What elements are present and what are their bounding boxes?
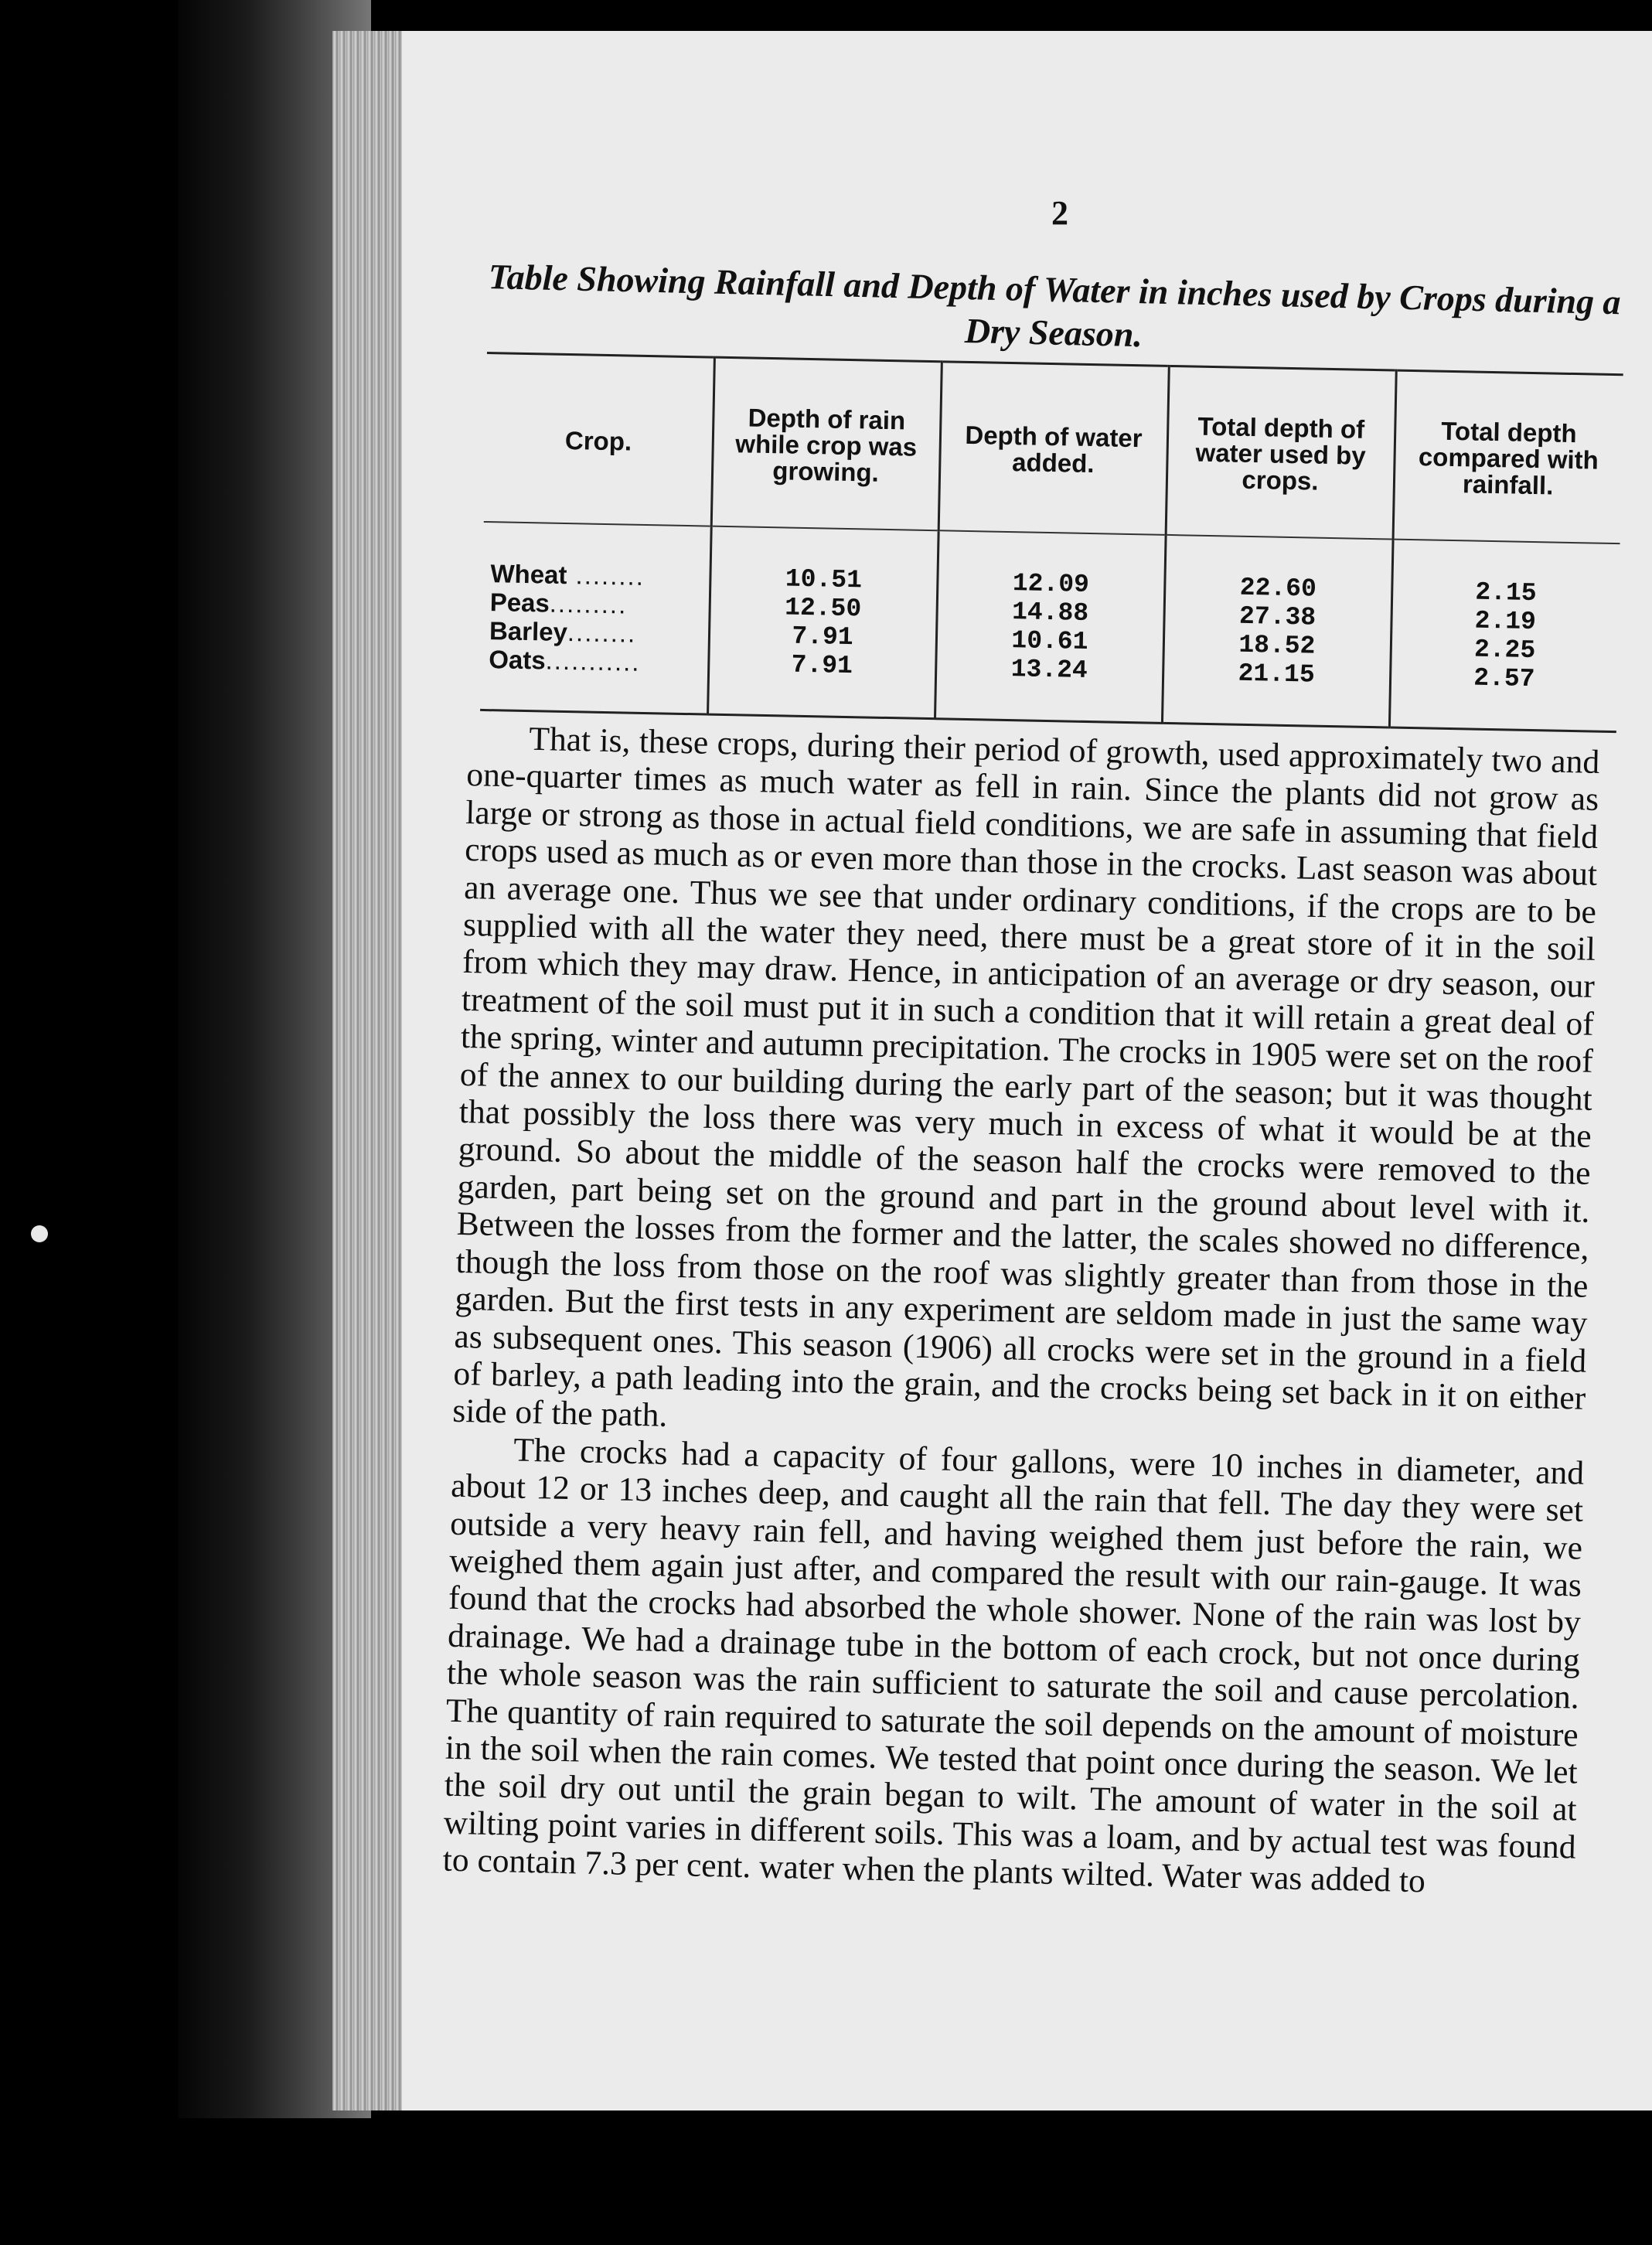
- cell-total-barley: 18.52: [1238, 630, 1316, 661]
- header-rain-depth: Depth of rain while crop was growing.: [711, 357, 942, 530]
- cell-added-barley: 10.61: [1011, 625, 1088, 656]
- cell-ratio-oats: 2.57: [1473, 663, 1535, 693]
- cell-rain-peas: 12.50: [784, 592, 862, 623]
- cell-ratio-wheat: 2.15: [1475, 577, 1537, 608]
- crop-column: [480, 522, 711, 714]
- total-depth-column: [1162, 535, 1393, 727]
- scan-dust-spot: [31, 1225, 48, 1242]
- cell-ratio-barley: 2.25: [1473, 635, 1536, 665]
- header-compared-rainfall: Total depth compared with rainfall.: [1393, 370, 1623, 543]
- cell-rain-oats: 7.91: [791, 650, 853, 680]
- cell-added-wheat: 12.09: [1012, 568, 1090, 599]
- rain-depth-column: [707, 526, 938, 719]
- crop-barley: [489, 616, 700, 649]
- cell-rain-wheat: 10.51: [785, 564, 863, 594]
- cell-total-peas: 27.38: [1238, 601, 1316, 632]
- header-crop: Crop.: [484, 353, 714, 526]
- cell-added-peas: 14.88: [1011, 597, 1089, 628]
- crop-peas: [489, 588, 700, 620]
- ratio-column: [1389, 540, 1620, 732]
- page-number: 2: [1051, 194, 1068, 232]
- rainfall-table: [480, 352, 1623, 733]
- leader-dots: ........: [567, 617, 637, 648]
- table-caption: Table Showing Rainfall and Depth of Water in inches used by Crops during a Dry Season.: [488, 257, 1622, 355]
- rainfall-table-container: [480, 352, 1623, 733]
- table-body-row: [480, 522, 1620, 732]
- paragraph-2: The crocks had a capacity of four gallons, were 10 inches in diameter, and about 12 or 13 inches deep, and caught all the rain that fell. The day they were set outside a very heavy rain fell, and having weighed them just before the rain, we weighed them again just after, and compared the result with our rain-gauge. It was found that the crocks had absorbed the whole shower. None of the rain was lost by drainage. We had a drainage tube in the bottom of each crock, but not once during the whole season was the rain sufficient to saturate the soil and cause percolation. The quantity of rain required to saturate the soil depends on the amount of moisture in the soil when the rain comes. We tested that point once during the season. We let the soil dry out until the grain began to wilt. The amount of water in the soil at wilting point varies in different soils. This was a loam, and by actual test was found to contain 7.3 per cent. water when the plants wilted. Water was added to: [442, 1431, 1585, 1900]
- cell-rain-barley: 7.91: [792, 622, 853, 652]
- crop-label: Wheat: [490, 558, 567, 589]
- cell-total-wheat: 22.60: [1239, 573, 1317, 604]
- crop-label: Peas: [489, 587, 550, 618]
- header-total-depth: Total depth of water used by crops.: [1166, 366, 1396, 539]
- table-header-row: [484, 353, 1623, 543]
- leader-dots: ........: [567, 560, 645, 591]
- leader-dots: .........: [549, 588, 628, 619]
- cell-total-oats: 21.15: [1238, 659, 1316, 690]
- leader-dots: ...........: [545, 646, 641, 676]
- crop-oats: [489, 645, 700, 677]
- body-text: [442, 719, 1599, 1903]
- water-added-column: [935, 530, 1166, 723]
- header-water-added: Depth of water added.: [938, 362, 1169, 535]
- cell-added-oats: 13.24: [1010, 654, 1088, 685]
- crop-wheat: [490, 559, 701, 591]
- cell-ratio-peas: 2.19: [1474, 606, 1537, 636]
- paragraph-1: That is, these crops, during their period of growth, used approximately two and one-quarter times as much water as fell in rain. Since the plants did not grow as large or strong as those in actual field conditions, we are safe in assuming that field crops used as much as or even more than those in the crocks. Last season was about an average one. Thus we see that under ordinary conditions, if the crops are to be supplied with all the water they need, there must be a great store of it in the soil from which they may draw. Hence, in anticipation of an average or dry season, our treatment of the soil must put it in such a condition that it will retain a great deal of the spring, winter and autumn precipitation. The crocks in 1905 were set on the roof of the annex to our building during the early part of the season; but it was thought that possibly the loss there was very much in excess of what it would be at the ground. So about the middle of the season half the crocks were removed to the garden, part being set on the ground and part in the ground about level with it. Between the losses from the former and the latter, the scales showed no difference, though the loss from those on the roof was slightly greater than from those in the garden. But the first tests in any experiment are seldom made in just the same way as subsequent ones. This season (1906) all crocks were set in the ground in a field of barley, a path leading into the grain, and the crocks being set back in it on either side of the path.: [451, 720, 1600, 1435]
- crop-label: Oats: [489, 644, 547, 675]
- crop-label: Barley: [489, 615, 568, 646]
